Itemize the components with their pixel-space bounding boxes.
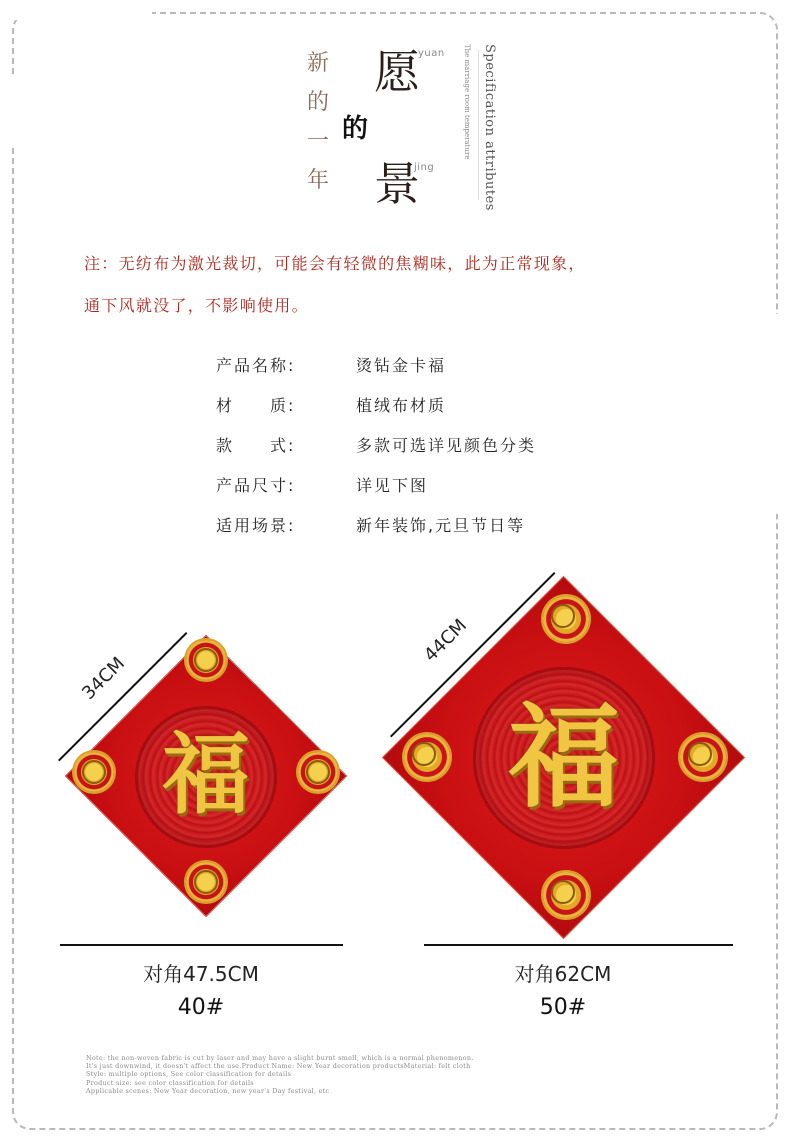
spec-label: 适用场景:	[216, 515, 296, 535]
note-line: 通下风就没了，不影响使用。	[84, 296, 309, 315]
spec-list	[216, 344, 536, 544]
header-char: 年	[306, 168, 329, 193]
size-label: 50#	[539, 995, 587, 1020]
footer-line: Note: the non-woven fabric is cut by laser and may have a slight burnt smell, which is a normal phenomenon.	[86, 1054, 474, 1062]
spec-label: 产品尺寸:	[216, 475, 296, 495]
footer-line: Product size: see color classification for details	[86, 1078, 254, 1087]
header-pinyin-top: yuan	[418, 48, 445, 59]
header-vertical-title: Specification attributes	[482, 44, 497, 211]
spec-label: 材 质:	[216, 395, 296, 415]
corner-ornament	[543, 596, 589, 642]
corner-ornament	[186, 862, 226, 902]
spec-value: 多款可选详见颜色分类	[356, 435, 537, 455]
spec-row	[216, 344, 536, 384]
spec-value: 烫钻金卡福	[356, 355, 447, 375]
header-vertical-subtitle: The marriage room temperature	[463, 44, 471, 160]
frame-gap	[12, 8, 152, 20]
footer-english-note	[86, 1054, 474, 1095]
header-mid: 的	[342, 114, 369, 144]
header-pinyin-bottom: jing	[414, 162, 435, 173]
fu-character: 福	[508, 692, 620, 823]
side-dimension-label: 44CM	[420, 615, 471, 666]
footer-line: Applicable scenes: New Year decoration, new year's Day festival, etc	[86, 1086, 330, 1095]
spec-label: 款 式:	[216, 435, 296, 455]
base-line	[424, 944, 733, 946]
footer-line: Style: multiple options, See color classification for details	[86, 1070, 292, 1079]
diagonal-label: 对角62CM	[514, 962, 612, 986]
footer-line: It's just downwind, it doesn't affect the use.Product Name: New Year decoration productsMaterial: felt cloth	[86, 1062, 471, 1071]
diagonal-label: 对角47.5CM	[143, 962, 259, 986]
corner-ornament	[186, 640, 226, 680]
note-line: 注：无纺布为激光裁切，可能会有轻微的焦糊味，此为正常现象，	[84, 254, 586, 273]
size-label: 40#	[177, 995, 225, 1020]
header-big-bottom: 景	[374, 157, 420, 211]
header-big-top: 愿	[374, 45, 420, 99]
corner-ornament	[74, 752, 114, 792]
frame-gap	[8, 74, 20, 144]
spec-label: 产品名称:	[216, 355, 296, 375]
header-char: 新	[306, 51, 329, 76]
usage-note	[84, 243, 724, 327]
spec-row	[216, 424, 536, 464]
spec-row	[216, 464, 536, 504]
spec-value: 新年装饰,元旦节日等	[356, 515, 526, 535]
spec-row	[216, 504, 536, 544]
corner-ornament	[543, 872, 589, 918]
header-char: 一	[306, 129, 329, 154]
spec-row	[216, 384, 536, 424]
corner-ornament	[298, 752, 338, 792]
header-char: 的	[306, 90, 329, 115]
header-divider	[478, 50, 479, 200]
fu-character: 福	[161, 722, 250, 826]
spec-value: 详见下图	[356, 475, 429, 495]
frame-gap	[770, 314, 782, 514]
side-dimension-label: 34CM	[78, 653, 129, 704]
header-left-stack	[298, 44, 338, 200]
spec-value: 植绒布材质	[356, 395, 447, 415]
corner-ornament	[404, 734, 450, 780]
base-line	[60, 944, 343, 946]
corner-ornament	[680, 734, 726, 780]
